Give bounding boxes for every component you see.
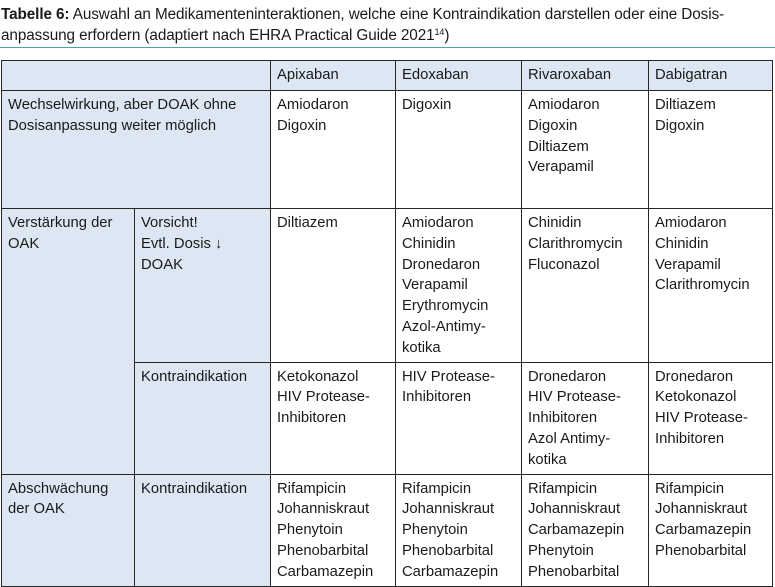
cell-text-line: Vorsicht!: [141, 215, 198, 231]
cell-text-line: Clarithromycin: [655, 277, 750, 294]
cell-text-line: Azol-Antimy-: [402, 318, 486, 335]
cell-text-line: Chinidin: [528, 215, 582, 231]
cell-text-line: Rifampicin: [402, 480, 472, 497]
cell-text-line: der OAK: [8, 501, 65, 518]
cell-text-line: Phenytoin: [277, 522, 343, 539]
cell-text-line: Verapamil: [402, 277, 468, 294]
cell-text-line: Inhibitoren: [528, 410, 598, 427]
cell-text-line: Wechselwirkung, aber DOAK ohne: [8, 97, 237, 113]
cell-text-line: Johanniskraut: [528, 501, 621, 518]
cell-text-line: Ketokonazol: [277, 368, 359, 385]
cell-text-line: HIV Protease-: [402, 368, 495, 385]
cell-text-line: Carbamazepin: [655, 522, 752, 539]
table-row: [2, 474, 773, 586]
cell-text-line: Digoxin: [655, 117, 705, 134]
cell-apixaban: [271, 474, 396, 586]
row-label-verstaerkung: [2, 209, 135, 475]
cell-text-line: Diltiazem: [655, 97, 716, 113]
cell-text-line: HIV Protease-: [655, 410, 748, 427]
cell-text-line: Azol Antimy-: [528, 430, 611, 447]
cell-text-line: Kontraindikation: [141, 480, 248, 497]
cell-text-line: Dronedaron: [655, 368, 734, 385]
cell-text-line: Rifampicin: [528, 480, 598, 497]
cell-text-line: Dronedaron: [528, 368, 607, 385]
cell-text-line: Inhibitoren: [277, 410, 347, 427]
cell-text-line: Phenytoin: [528, 542, 594, 559]
cell-edoxaban: [396, 91, 522, 209]
cell-text-line: Dosisanpassung weiter möglich: [8, 117, 217, 134]
cell-text-line: Evtl. Dosis ↓: [141, 235, 223, 252]
header-rivaroxaban: Rivaroxaban: [522, 61, 649, 91]
cell-text-line: Carbamazepin: [402, 563, 499, 580]
cell-text-line: OAK: [8, 235, 40, 252]
cell-text-line: Rifampicin: [655, 480, 725, 497]
row-label-wechselwirkung: [2, 91, 271, 209]
cell-text-line: Verapamil: [655, 256, 721, 273]
cell-text-line: Ketokonazol: [655, 389, 737, 406]
cell-rivaroxaban: [522, 91, 649, 209]
cell-text-line: Inhibitoren: [655, 430, 725, 447]
cell-text-line: Amiodaron: [277, 97, 349, 113]
cell-text-line: Amiodaron: [655, 215, 727, 231]
header-apixaban: Apixaban: [271, 61, 396, 91]
cell-text-line: HIV Protease-: [277, 389, 370, 406]
caption-divider: [0, 47, 775, 48]
cell-text-line: DOAK: [141, 256, 183, 273]
cell-dabigatran: [649, 362, 773, 474]
caption-text-2-end: ): [444, 27, 450, 44]
header-row: [2, 61, 773, 91]
table-caption: [1, 4, 771, 46]
cell-text-line: Johanniskraut: [655, 501, 748, 518]
cell-text-line: Johanniskraut: [402, 501, 495, 518]
cell-text-line: Phenobarbital: [277, 542, 369, 559]
cell-text-line: kotika: [402, 339, 441, 356]
cell-text-line: Clarithromycin: [528, 235, 623, 252]
sub-label-kontraindikation: [135, 474, 271, 586]
sub-label-vorsicht: [135, 209, 271, 363]
cell-apixaban: [271, 209, 396, 363]
cell-text-line: kotika: [528, 451, 567, 468]
table-row: [2, 209, 773, 363]
caption-reference: 14: [434, 27, 445, 37]
cell-rivaroxaban: [522, 362, 649, 474]
cell-text-line: Diltiazem: [277, 215, 338, 231]
table-row: [2, 91, 773, 209]
cell-text-line: Verapamil: [528, 159, 594, 176]
cell-text-line: HIV Protease-: [528, 389, 621, 406]
cell-text-line: Digoxin: [277, 117, 327, 134]
cell-dabigatran: [649, 474, 773, 586]
cell-text-line: Rifampicin: [277, 480, 347, 497]
cell-rivaroxaban: [522, 209, 649, 363]
caption-text-1: Auswahl an Medikamenteninteraktionen, welche eine Kontraindikation darstellen oder eine Dosis-: [69, 6, 725, 23]
cell-dabigatran: [649, 209, 773, 363]
cell-text-line: Chinidin: [402, 235, 456, 252]
cell-edoxaban: [396, 474, 522, 586]
cell-text-line: Chinidin: [655, 235, 709, 252]
interaction-table: [1, 60, 773, 587]
caption-label: Tabelle 6:: [1, 6, 70, 23]
sub-label-kontraindikation: [135, 362, 271, 474]
cell-edoxaban: [396, 209, 522, 363]
cell-text-line: Verstärkung der: [8, 215, 113, 231]
cell-text-line: Amiodaron: [402, 215, 474, 231]
cell-text-line: Carbamazepin: [277, 563, 374, 580]
cell-text-line: Phenobarbital: [655, 542, 747, 559]
cell-text-line: Erythromycin: [402, 298, 489, 315]
header-dabigatran: Dabigatran: [649, 61, 773, 91]
cell-text-line: Dronedaron: [402, 256, 481, 273]
cell-text-line: Digoxin: [528, 117, 578, 134]
header-edoxaban: Edoxaban: [396, 61, 522, 91]
cell-edoxaban: [396, 362, 522, 474]
caption-line-1: [1, 4, 771, 25]
cell-text-line: Phenobarbital: [528, 563, 620, 580]
cell-text-line: Amiodaron: [528, 97, 600, 113]
cell-text-line: Phenobarbital: [402, 542, 494, 559]
caption-line-2: [1, 25, 771, 46]
cell-text-line: Abschwächung: [8, 480, 109, 497]
header-corner-cell: [2, 61, 271, 91]
cell-dabigatran: [649, 91, 773, 209]
cell-text-line: Diltiazem: [528, 138, 589, 155]
cell-text-line: Johanniskraut: [277, 501, 370, 518]
cell-text-line: Digoxin: [402, 97, 452, 113]
cell-apixaban: [271, 362, 396, 474]
row-label-abschwaechung: [2, 474, 135, 586]
cell-text-line: Carbamazepin: [528, 522, 625, 539]
cell-text-line: Inhibitoren: [402, 389, 472, 406]
caption-text-2: anpassung erfordern (adaptiert nach EHRA Practical Guide 2021: [1, 27, 435, 44]
cell-apixaban: [271, 91, 396, 209]
cell-rivaroxaban: [522, 474, 649, 586]
cell-text-line: Phenytoin: [402, 522, 468, 539]
cell-text-line: Fluconazol: [528, 256, 600, 273]
cell-text-line: Kontraindikation: [141, 368, 248, 385]
